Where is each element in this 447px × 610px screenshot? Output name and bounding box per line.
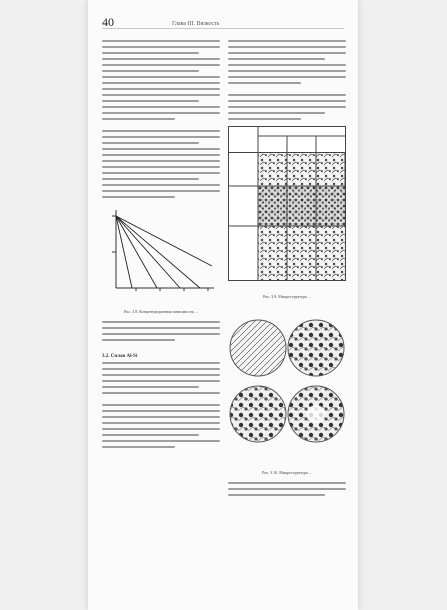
text-block	[102, 40, 220, 198]
figure-caption-right-top: Рис. 3.9. Микроструктура ...	[263, 294, 311, 299]
text-block-right	[228, 40, 346, 120]
micrograph-table-svg	[228, 126, 346, 286]
book-page	[88, 0, 358, 610]
section-heading: 3.2. Сплав Al-Si	[102, 354, 138, 359]
circular-micrographs-svg	[228, 312, 346, 462]
running-head: Глава III. Вязкость	[172, 21, 220, 27]
right-column	[228, 40, 346, 500]
left-column	[102, 40, 220, 452]
page-header	[102, 14, 344, 29]
figure-caption-left: Рис. 3.8. Концентрационная зависимость ...	[124, 309, 198, 314]
page-number: 40	[102, 15, 114, 29]
line-graph-svg	[102, 206, 220, 301]
figure-caption-right-bottom: Рис. 3.10. Микроструктура ...	[262, 470, 312, 475]
figure-circular-micrographs	[228, 312, 346, 476]
figure-micrograph-table	[228, 126, 346, 300]
figure-line-graph	[102, 206, 220, 315]
